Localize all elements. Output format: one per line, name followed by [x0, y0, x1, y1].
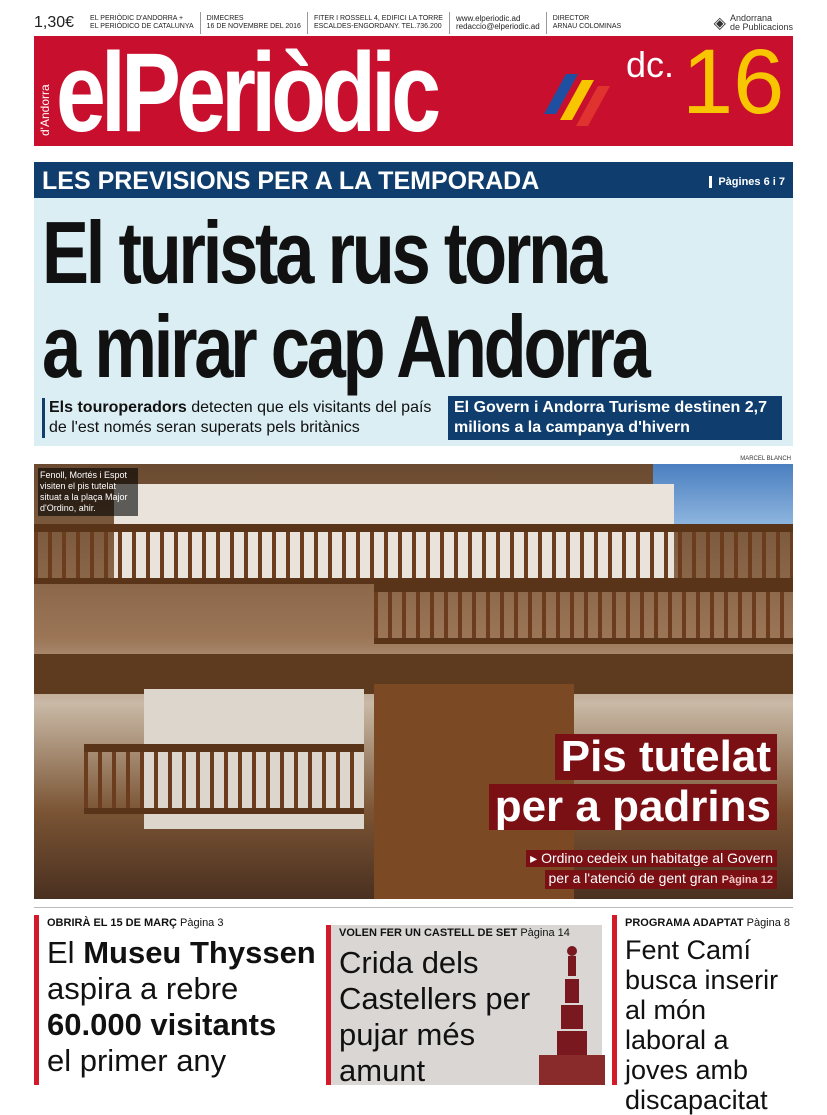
month: dc. — [626, 44, 675, 85]
photo-desc-line2: per a l'atenció de gent gran — [548, 870, 718, 886]
upper-balcony — [34, 524, 793, 584]
publisher-name1: Andorrana — [729, 13, 772, 23]
section-title: LES PREVISIONS PER A LA TEMPORADA — [42, 167, 540, 195]
phone: ESCALDES-ENGORDANY. TEL.736.200 — [313, 23, 442, 30]
photo-caption: Fenoll, Mortés i Espot visiten el pis tutelat situat a la plaça Major d'Ordino, ahir. — [38, 468, 138, 516]
pub2: EL PERIÓDICO DE CATALUNYA — [90, 23, 194, 30]
logo-sub: d'Andorra — [38, 84, 52, 136]
story-text: Fent Camí busca inserir al món laboral a joves amb discapacitat — [625, 935, 779, 1115]
photo-desc-line1: ▸ Ordino cedeix un habitatge al Govern — [526, 850, 777, 867]
flag-stripes-icon — [544, 74, 614, 130]
headline-line1: El turista rus torna — [42, 203, 604, 302]
divider — [34, 907, 793, 908]
page-ref: Pàgina 14 — [520, 927, 570, 939]
story-bold: Museu Thyssen — [83, 935, 316, 970]
subhead — [42, 398, 438, 438]
weekday: DIMECRES — [206, 15, 244, 22]
logo — [56, 36, 436, 146]
date-cell — [200, 12, 307, 34]
director-name: ARNAU COLOMINAS — [552, 23, 622, 30]
story-text: el primer any — [47, 1043, 227, 1078]
price: 1,30€ — [34, 14, 75, 31]
diamond-icon: ◈ — [713, 14, 726, 32]
subhead-text: detecten que els visitants del país de l'est només seran superats pels britànics — [49, 399, 432, 436]
story-fent-cami[interactable] — [612, 915, 793, 1115]
castellers-photo — [539, 945, 605, 1085]
story-bold: 60.000 visitants — [47, 1007, 277, 1042]
website-link[interactable]: www.elperiodic.ad — [455, 14, 521, 23]
day-number: 16 — [682, 36, 785, 133]
story-castellers[interactable] — [326, 925, 602, 1088]
lead-story — [34, 162, 793, 446]
web-cell — [449, 12, 546, 34]
pub1: EL PERIÒDIC D'ANDORRA + — [90, 15, 184, 22]
director-cell — [546, 12, 627, 34]
upper-balcony-right — [374, 584, 793, 644]
top-info-bar — [34, 10, 793, 36]
masthead — [34, 36, 793, 146]
email-link[interactable]: redaccio@elperiodic.ad — [455, 22, 540, 31]
headline-line2: a mirar cap Andorra — [42, 297, 648, 396]
kicker: OBRIRÀ EL 15 DE MARÇ — [47, 917, 177, 929]
photo-page-ref: Pàgina 12 — [721, 874, 773, 886]
photo-desc-line2-wrap — [545, 870, 778, 889]
sky — [653, 464, 793, 524]
photo-title-line1: Pis tutelat — [555, 734, 777, 780]
publisher — [714, 14, 793, 32]
publisher-name2: de Publicacions — [729, 22, 793, 32]
page-ref: Pàgina 3 — [180, 917, 224, 929]
headline[interactable] — [42, 203, 648, 396]
story-thyssen[interactable] — [34, 915, 314, 1085]
photo-title-line2: per a padrins — [489, 784, 777, 830]
publications — [84, 12, 200, 34]
lower-balcony — [84, 744, 364, 814]
photo-credit: MARCEL BLANCH — [740, 456, 791, 462]
page-ref: Pàgina 8 — [746, 917, 791, 929]
story-text: Crida dels Castellers per pujar més amunt — [339, 945, 531, 1088]
address-cell — [307, 12, 449, 34]
logo-text: elPeriòdic — [56, 36, 437, 146]
section-bar — [34, 162, 793, 198]
story-text: aspira a rebre — [47, 971, 239, 1006]
subhead-box: El Govern i Andorra Turisme destinen 2,7 milions a la campanya d'hivern — [448, 396, 782, 440]
address: FITER I ROSSELL 4, EDIFICI LA TORRE — [313, 15, 443, 22]
date: 16 DE NOVEMBRE DEL 2016 — [206, 23, 301, 30]
subhead-bold: Els touroperadors — [49, 399, 187, 416]
director-label: DIRECTOR — [552, 15, 590, 22]
kicker: PROGRAMA ADAPTAT — [625, 917, 744, 929]
kicker: VOLEN FER UN CASTELL DE SET — [339, 927, 518, 939]
story-text: El — [47, 935, 84, 970]
main-photo[interactable] — [34, 464, 793, 899]
pages-ref: Pàgines 6 i 7 — [709, 176, 785, 188]
